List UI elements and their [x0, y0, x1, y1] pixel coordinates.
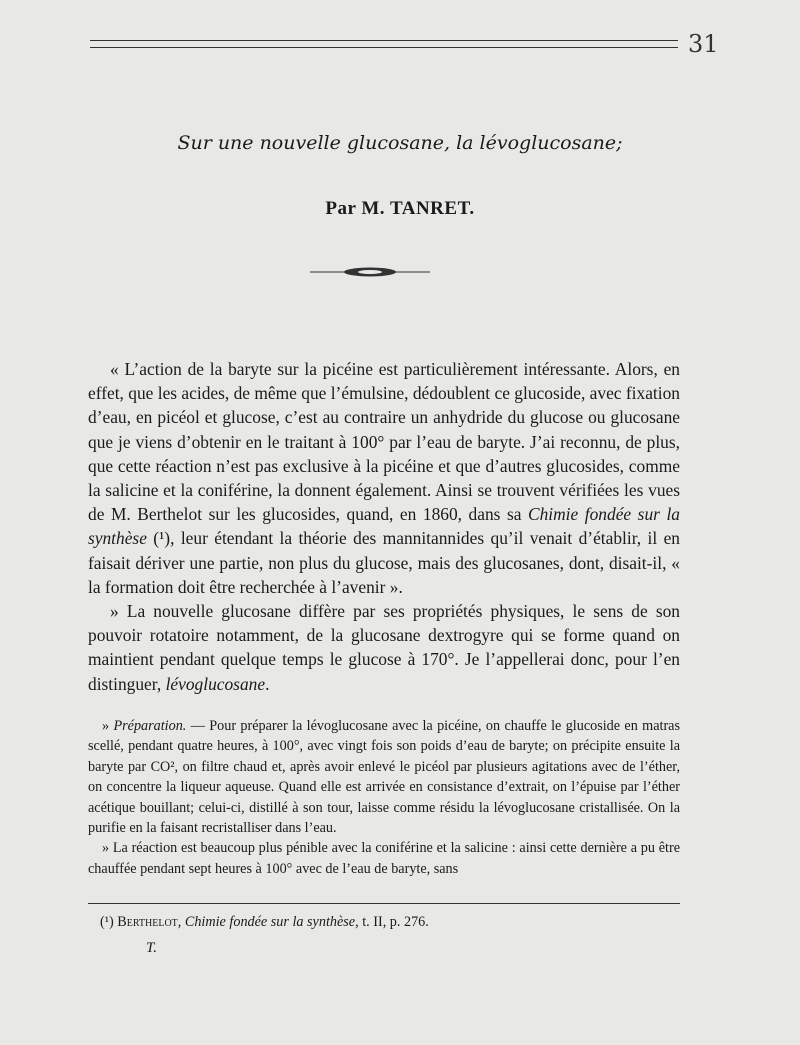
paragraph-2-end: .	[265, 673, 270, 694]
preparation-paragraph	[88, 716, 680, 838]
author-name: M. TANRET.	[361, 198, 475, 219]
reaction-paragraph: » La réaction est beaucoup plus pénible avec la coniférine et la salicine : ainsi cette dernière a pu être chauffée pendant sept heures à 100° avec de l’eau de baryte, sans	[88, 840, 680, 877]
preparation-section	[88, 716, 680, 879]
ornament-divider	[310, 263, 430, 281]
footnote-title: Chimie fondée sur la synthèse	[184, 914, 356, 930]
footnote	[100, 914, 680, 931]
main-text	[88, 357, 680, 696]
article-title: Sur une nouvelle glucosane, la lévoglucosane;	[177, 132, 623, 154]
quote-mark: »	[102, 718, 114, 734]
footnote-separator: ,	[177, 914, 185, 930]
header-rule	[90, 40, 678, 48]
section-heading: Préparation.	[113, 718, 187, 734]
preparation-text: — Pour préparer la lévoglucosane avec la picéine, on chauffe le glucoside en matras scellé, pendant quatre heures, à 100°, avec vingt fois son poids d’eau de baryte; on précipite ensuite la baryte par CO², on filtre chaud et, après avoir enlevé le picéol par plusieurs agitations avec de l’éther, on concentre la liqueur aqueuse. Quand elle est arrivée en consistance d’extrait, on l’épuise par l’éther acétique bouillant; celui-ci, distillé à son tour, laisse comme résidu la lévoglucosane cristallisée. On la purifie en la faisant recristalliser dans l’eau.	[88, 718, 680, 837]
footnote-author: Berthelot	[117, 914, 178, 930]
paragraph-2-text: » La nouvelle glucosane diffère par ses propriétés physiques, le sens de son pouvoir rotatoire notamment, de la glucosane dextrogyre qui se forme quand on maintient pendant quelque temps le glucose à 170°. Je l’appellerai donc, pour l’en distinguer,	[88, 601, 680, 694]
paragraph-1-text-end: , leur étendant la théorie des mannitannides qu’il venait d’établir, il en faisait dériver une partie, non plus du glucose, mais des glucosanes, dont, disait-il, « la formation doit être recherchée à l’avenir ».	[88, 528, 680, 597]
paragraph-2	[88, 599, 680, 696]
footnote-reference: , t. II, p. 276.	[355, 914, 429, 930]
signature: T.	[146, 940, 157, 956]
paragraph-1	[88, 357, 680, 599]
page-number: 31	[688, 30, 719, 58]
author-line	[0, 198, 800, 220]
book-title: Chimie fondée sur la synthèse	[88, 504, 680, 549]
footnote-marker: (¹)	[100, 914, 114, 930]
footnote-rule	[88, 903, 680, 904]
author-prefix: Par	[325, 198, 357, 219]
compound-name: lévoglucosane	[165, 673, 266, 694]
paragraph-1-text: « L’action de la baryte sur la picéine est particulièrement intéressante. Alors, en effet, que les acides, de même que l’émulsine, dédoublent ce glucoside, avec fixation d’eau, en picéol et glucose, c’est au contraire un anhydride du glucose ou glucosane que je viens d’obtenir en le traitant à 100° par l’eau de baryte. J’ai reconnu, de plus, que cette réaction n’est pas exclusive à la picéine et que d’autres glucosides, comme la salicine et la coniférine, la donnent également. Ainsi se trouvent vérifiées les vues de M. Berthelot sur les glucosides, quand, en 1860, dans sa	[88, 359, 680, 525]
footnote-ref: (¹)	[146, 528, 171, 549]
